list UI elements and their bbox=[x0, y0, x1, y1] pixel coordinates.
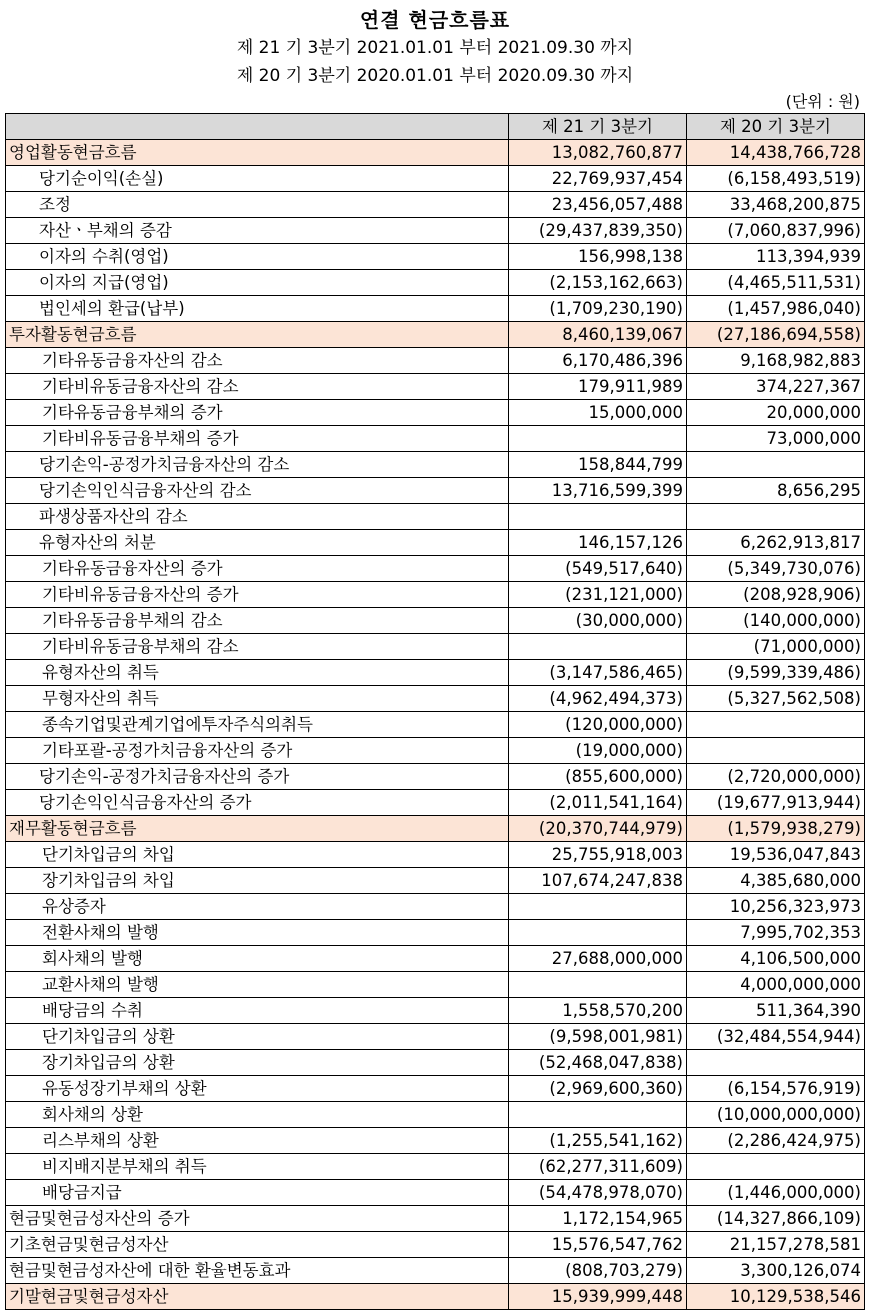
cash-flow-table bbox=[5, 113, 865, 1310]
row-current-value: (9,598,001,981) bbox=[509, 1024, 687, 1050]
table-row bbox=[6, 868, 865, 894]
table-row bbox=[6, 504, 865, 530]
row-prior-value: (14,327,866,109) bbox=[687, 1206, 865, 1232]
row-label: 유형자산의 취득 bbox=[6, 660, 509, 686]
table-row bbox=[6, 270, 865, 296]
table-row bbox=[6, 1232, 865, 1258]
row-prior-value: 4,385,680,000 bbox=[687, 868, 865, 894]
row-prior-value: (1,446,000,000) bbox=[687, 1180, 865, 1206]
table-row bbox=[6, 426, 865, 452]
row-label: 당기손익인식금융자산의 증가 bbox=[6, 790, 509, 816]
row-label: 재무활동현금흐름 bbox=[6, 816, 509, 842]
row-prior-value: (10,000,000,000) bbox=[687, 1102, 865, 1128]
row-current-value: (808,703,279) bbox=[509, 1258, 687, 1284]
row-label: 영업활동현금흐름 bbox=[6, 140, 509, 166]
table-row bbox=[6, 452, 865, 478]
row-prior-value: 33,468,200,875 bbox=[687, 192, 865, 218]
row-prior-value bbox=[687, 1050, 865, 1076]
table-row bbox=[6, 1258, 865, 1284]
row-label: 기타비유동금융자산의 감소 bbox=[6, 374, 509, 400]
row-label: 배당금지급 bbox=[6, 1180, 509, 1206]
row-prior-value: (7,060,837,996) bbox=[687, 218, 865, 244]
table-row bbox=[6, 296, 865, 322]
table-row bbox=[6, 244, 865, 270]
table-row bbox=[6, 374, 865, 400]
row-current-value: 25,755,918,003 bbox=[509, 842, 687, 868]
table-row bbox=[6, 712, 865, 738]
row-current-value: 23,456,057,488 bbox=[509, 192, 687, 218]
row-prior-value bbox=[687, 1154, 865, 1180]
row-current-value: (54,478,978,070) bbox=[509, 1180, 687, 1206]
row-current-value: (549,517,640) bbox=[509, 556, 687, 582]
row-label: 장기차입금의 상환 bbox=[6, 1050, 509, 1076]
row-label: 배당금의 수취 bbox=[6, 998, 509, 1024]
row-label: 유동성장기부채의 상환 bbox=[6, 1076, 509, 1102]
row-current-value: (855,600,000) bbox=[509, 764, 687, 790]
table-row bbox=[6, 348, 865, 374]
table-row bbox=[6, 218, 865, 244]
row-current-value bbox=[509, 426, 687, 452]
row-prior-value: 8,656,295 bbox=[687, 478, 865, 504]
row-prior-value: 511,364,390 bbox=[687, 998, 865, 1024]
row-current-value: 15,000,000 bbox=[509, 400, 687, 426]
row-current-value: 1,558,570,200 bbox=[509, 998, 687, 1024]
row-prior-value: (27,186,694,558) bbox=[687, 322, 865, 348]
table-row bbox=[6, 556, 865, 582]
row-current-value: 8,460,139,067 bbox=[509, 322, 687, 348]
row-label: 법인세의 환급(납부) bbox=[6, 296, 509, 322]
row-prior-value: 10,129,538,546 bbox=[687, 1284, 865, 1310]
table-row bbox=[6, 140, 865, 166]
row-prior-value: 374,227,367 bbox=[687, 374, 865, 400]
row-prior-value: (1,457,986,040) bbox=[687, 296, 865, 322]
row-current-value bbox=[509, 504, 687, 530]
row-prior-value: (6,158,493,519) bbox=[687, 166, 865, 192]
table-row bbox=[6, 660, 865, 686]
row-current-value bbox=[509, 920, 687, 946]
table-row bbox=[6, 192, 865, 218]
row-label: 기타유동금융부채의 감소 bbox=[6, 608, 509, 634]
row-prior-value bbox=[687, 712, 865, 738]
row-label: 종속기업및관계기업에투자주식의취득 bbox=[6, 712, 509, 738]
row-prior-value: 14,438,766,728 bbox=[687, 140, 865, 166]
row-current-value: 27,688,000,000 bbox=[509, 946, 687, 972]
row-label: 단기차입금의 차입 bbox=[6, 842, 509, 868]
row-label: 이자의 수취(영업) bbox=[6, 244, 509, 270]
row-label: 현금및현금성자산의 증가 bbox=[6, 1206, 509, 1232]
row-current-value: (2,011,541,164) bbox=[509, 790, 687, 816]
table-row bbox=[6, 608, 865, 634]
row-label: 회사채의 상환 bbox=[6, 1102, 509, 1128]
row-current-value: 15,576,547,762 bbox=[509, 1232, 687, 1258]
row-label: 기타비유동금융부채의 증가 bbox=[6, 426, 509, 452]
row-label: 기타유동금융자산의 감소 bbox=[6, 348, 509, 374]
row-prior-value: (71,000,000) bbox=[687, 634, 865, 660]
table-row bbox=[6, 1050, 865, 1076]
table-row bbox=[6, 1180, 865, 1206]
row-current-value: 1,172,154,965 bbox=[509, 1206, 687, 1232]
row-current-value: 107,674,247,838 bbox=[509, 868, 687, 894]
row-prior-value: (140,000,000) bbox=[687, 608, 865, 634]
row-current-value: 146,157,126 bbox=[509, 530, 687, 556]
row-label: 무형자산의 취득 bbox=[6, 686, 509, 712]
row-current-value: (1,709,230,190) bbox=[509, 296, 687, 322]
row-prior-value: (5,327,562,508) bbox=[687, 686, 865, 712]
row-current-value: 179,911,989 bbox=[509, 374, 687, 400]
row-label: 장기차입금의 차입 bbox=[6, 868, 509, 894]
row-current-value: (52,468,047,838) bbox=[509, 1050, 687, 1076]
table-row bbox=[6, 1284, 865, 1310]
row-label: 기타유동금융자산의 증가 bbox=[6, 556, 509, 582]
table-row bbox=[6, 1024, 865, 1050]
row-label: 파생상품자산의 감소 bbox=[6, 504, 509, 530]
table-row bbox=[6, 322, 865, 348]
row-prior-value: 19,536,047,843 bbox=[687, 842, 865, 868]
row-label: 기타비유동금융부채의 감소 bbox=[6, 634, 509, 660]
table-row bbox=[6, 1102, 865, 1128]
row-label: 당기손익인식금융자산의 감소 bbox=[6, 478, 509, 504]
row-current-value: (20,370,744,979) bbox=[509, 816, 687, 842]
row-label: 조정 bbox=[6, 192, 509, 218]
row-current-value: (2,969,600,360) bbox=[509, 1076, 687, 1102]
row-label: 기말현금및현금성자산 bbox=[6, 1284, 509, 1310]
row-current-value: 156,998,138 bbox=[509, 244, 687, 270]
period-current: 제 21 기 3분기 2021.01.01 부터 2021.09.30 까지 bbox=[236, 38, 634, 58]
row-label: 기타유동금융부채의 증가 bbox=[6, 400, 509, 426]
table-row bbox=[6, 972, 865, 998]
row-label: 단기차입금의 상환 bbox=[6, 1024, 509, 1050]
row-prior-value: (1,579,938,279) bbox=[687, 816, 865, 842]
statement-title: 연결 현금흐름표 bbox=[359, 8, 511, 32]
row-prior-value: (208,928,906) bbox=[687, 582, 865, 608]
row-prior-value: (32,484,554,944) bbox=[687, 1024, 865, 1050]
period-prior: 제 20 기 3분기 2020.01.01 부터 2020.09.30 까지 bbox=[236, 66, 634, 86]
row-prior-value: (9,599,339,486) bbox=[687, 660, 865, 686]
row-prior-value: (2,286,424,975) bbox=[687, 1128, 865, 1154]
row-current-value: (3,147,586,465) bbox=[509, 660, 687, 686]
row-prior-value: 4,106,500,000 bbox=[687, 946, 865, 972]
row-current-value bbox=[509, 634, 687, 660]
table-row bbox=[6, 764, 865, 790]
row-label: 현금및현금성자산에 대한 환율변동효과 bbox=[6, 1258, 509, 1284]
header-item bbox=[6, 114, 509, 140]
table-row bbox=[6, 894, 865, 920]
unit-label: (단위 : 원) bbox=[785, 92, 860, 111]
row-current-value: 13,082,760,877 bbox=[509, 140, 687, 166]
row-current-value: (29,437,839,350) bbox=[509, 218, 687, 244]
row-label: 기타비유동금융자산의 증가 bbox=[6, 582, 509, 608]
row-current-value: (4,962,494,373) bbox=[509, 686, 687, 712]
table-row bbox=[6, 998, 865, 1024]
row-current-value: (19,000,000) bbox=[509, 738, 687, 764]
row-current-value bbox=[509, 894, 687, 920]
table-row bbox=[6, 166, 865, 192]
table-row bbox=[6, 400, 865, 426]
table-row bbox=[6, 1206, 865, 1232]
row-prior-value bbox=[687, 738, 865, 764]
row-label: 회사채의 발행 bbox=[6, 946, 509, 972]
row-prior-value: (6,154,576,919) bbox=[687, 1076, 865, 1102]
header-current-period: 제 21 기 3분기 bbox=[509, 114, 687, 140]
row-current-value bbox=[509, 1102, 687, 1128]
table-header-row bbox=[6, 114, 865, 140]
header-prior-period: 제 20 기 3분기 bbox=[687, 114, 865, 140]
row-label: 유형자산의 처분 bbox=[6, 530, 509, 556]
row-prior-value: 6,262,913,817 bbox=[687, 530, 865, 556]
row-prior-value: (4,465,511,531) bbox=[687, 270, 865, 296]
row-label: 교환사채의 발행 bbox=[6, 972, 509, 998]
row-prior-value: 10,256,323,973 bbox=[687, 894, 865, 920]
table-row bbox=[6, 582, 865, 608]
row-current-value: (62,277,311,609) bbox=[509, 1154, 687, 1180]
row-prior-value: 20,000,000 bbox=[687, 400, 865, 426]
row-label: 당기손익-공정가치금융자산의 증가 bbox=[6, 764, 509, 790]
table-row bbox=[6, 790, 865, 816]
table-row bbox=[6, 842, 865, 868]
row-prior-value: (19,677,913,944) bbox=[687, 790, 865, 816]
table-row bbox=[6, 686, 865, 712]
row-label: 비지배지분부채의 취득 bbox=[6, 1154, 509, 1180]
row-prior-value: 4,000,000,000 bbox=[687, 972, 865, 998]
row-current-value: (30,000,000) bbox=[509, 608, 687, 634]
table-row bbox=[6, 920, 865, 946]
row-current-value: 158,844,799 bbox=[509, 452, 687, 478]
table-row bbox=[6, 478, 865, 504]
row-label: 당기순이익(손실) bbox=[6, 166, 509, 192]
table-row bbox=[6, 1128, 865, 1154]
row-prior-value: 9,168,982,883 bbox=[687, 348, 865, 374]
table-row bbox=[6, 634, 865, 660]
row-label: 전환사채의 발행 bbox=[6, 920, 509, 946]
row-prior-value: (2,720,000,000) bbox=[687, 764, 865, 790]
row-prior-value: 3,300,126,074 bbox=[687, 1258, 865, 1284]
row-current-value: 13,716,599,399 bbox=[509, 478, 687, 504]
table-row bbox=[6, 530, 865, 556]
row-prior-value bbox=[687, 504, 865, 530]
row-current-value bbox=[509, 972, 687, 998]
row-label: 리스부채의 상환 bbox=[6, 1128, 509, 1154]
row-prior-value bbox=[687, 452, 865, 478]
row-label: 당기손익-공정가치금융자산의 감소 bbox=[6, 452, 509, 478]
row-prior-value: 73,000,000 bbox=[687, 426, 865, 452]
row-prior-value: 21,157,278,581 bbox=[687, 1232, 865, 1258]
row-prior-value: 113,394,939 bbox=[687, 244, 865, 270]
row-label: 기초현금및현금성자산 bbox=[6, 1232, 509, 1258]
row-current-value: (231,121,000) bbox=[509, 582, 687, 608]
table-row bbox=[6, 946, 865, 972]
row-current-value: 22,769,937,454 bbox=[509, 166, 687, 192]
row-label: 기타포괄-공정가치금융자산의 증가 bbox=[6, 738, 509, 764]
row-label: 투자활동현금흐름 bbox=[6, 322, 509, 348]
row-label: 이자의 지급(영업) bbox=[6, 270, 509, 296]
row-current-value: (120,000,000) bbox=[509, 712, 687, 738]
row-current-value: (2,153,162,663) bbox=[509, 270, 687, 296]
row-current-value: (1,255,541,162) bbox=[509, 1128, 687, 1154]
row-current-value: 6,170,486,396 bbox=[509, 348, 687, 374]
row-prior-value: (5,349,730,076) bbox=[687, 556, 865, 582]
table-row bbox=[6, 1154, 865, 1180]
table-row bbox=[6, 738, 865, 764]
row-prior-value: 7,995,702,353 bbox=[687, 920, 865, 946]
table-row bbox=[6, 1076, 865, 1102]
row-label: 유상증자 bbox=[6, 894, 509, 920]
table-row bbox=[6, 816, 865, 842]
row-label: 자산ㆍ부채의 증감 bbox=[6, 218, 509, 244]
row-current-value: 15,939,999,448 bbox=[509, 1284, 687, 1310]
